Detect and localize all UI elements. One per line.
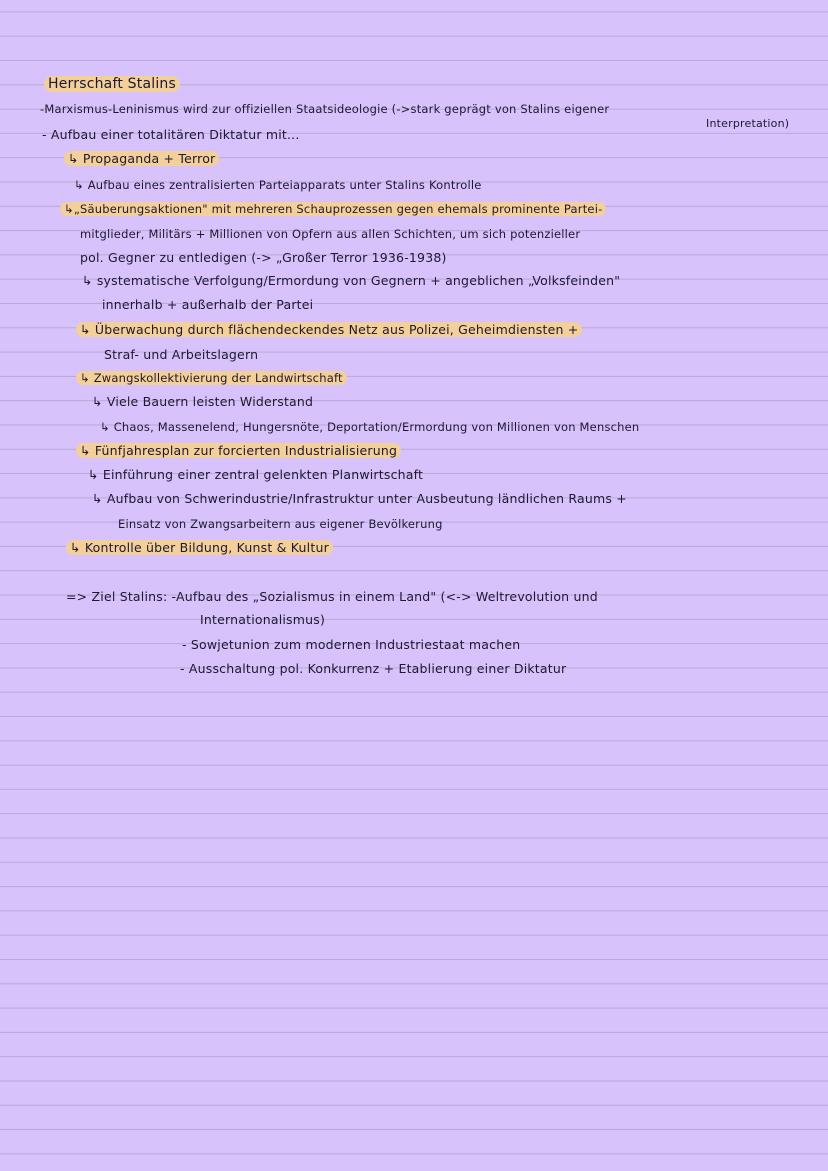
note-line: Straf- und Arbeitslagern xyxy=(104,347,259,362)
note-title xyxy=(44,76,180,92)
note-line xyxy=(76,322,582,338)
note-title-text: Herrschaft Stalins xyxy=(44,76,180,92)
note-line xyxy=(76,370,347,386)
note-line: ↳ Viele Bauern leisten Widerstand xyxy=(92,394,314,409)
note-highlight: ↳„Säuberungsaktionen" mit mehreren Schauprozessen gegen ehemals prominente Partei- xyxy=(60,202,606,216)
note-line: ↳ Aufbau von Schwerindustrie/Infrastruktur unter Ausbeutung ländlichen Raums + xyxy=(92,491,627,506)
note-line: ↳ Chaos, Massenelend, Hungersnöte, Deportation/Ermordung von Millionen von Menschen xyxy=(100,420,640,434)
note-line: Internationalismus) xyxy=(200,612,326,627)
note-highlight: ↳ Zwangskollektivierung der Landwirtschaft xyxy=(76,371,347,385)
note-line xyxy=(66,540,333,556)
note-line: pol. Gegner zu entledigen (-> „Großer Terror 1936-1938) xyxy=(80,250,447,265)
note-line: Interpretation) xyxy=(706,117,790,130)
note-line: - Sowjetunion zum modernen Industriestaat machen xyxy=(182,637,521,652)
note-line: => Ziel Stalins: -Aufbau des „Sozialismus in einem Land" (<-> Weltrevolution und xyxy=(66,589,598,604)
note-highlight: ↳ Propaganda + Terror xyxy=(64,151,219,166)
note-line xyxy=(60,201,606,217)
note-line: ↳ Aufbau eines zentralisierten Parteiapparats unter Stalins Kontrolle xyxy=(74,178,482,192)
note-line xyxy=(76,443,401,459)
note-highlight: ↳ Überwachung durch flächendeckendes Netz aus Polizei, Geheimdiensten + xyxy=(76,322,582,337)
note-highlight: ↳ Fünfjahresplan zur forcierten Industrialisierung xyxy=(76,443,401,458)
note-line: - Ausschaltung pol. Konkurrenz + Etablierung einer Diktatur xyxy=(180,661,567,676)
note-line xyxy=(64,151,219,167)
note-line: - Aufbau einer totalitären Diktatur mit... xyxy=(42,127,300,142)
note-highlight: ↳ Kontrolle über Bildung, Kunst & Kultur xyxy=(66,540,333,555)
note-line: innerhalb + außerhalb der Partei xyxy=(102,297,314,312)
note-line: mitglieder, Militärs + Millionen von Opfern aus allen Schichten, um sich potenzieller xyxy=(80,227,581,241)
note-line: Einsatz von Zwangsarbeitern aus eigener Bevölkerung xyxy=(118,517,443,531)
note-line: ↳ Einführung einer zentral gelenkten Planwirtschaft xyxy=(88,467,424,482)
note-line: -Marxismus-Leninismus wird zur offiziellen Staatsideologie (->stark geprägt von Stalins eigener xyxy=(40,102,610,116)
note-line: ↳ systematische Verfolgung/Ermordung von Gegnern + angeblichen „Volksfeinden" xyxy=(82,273,621,288)
